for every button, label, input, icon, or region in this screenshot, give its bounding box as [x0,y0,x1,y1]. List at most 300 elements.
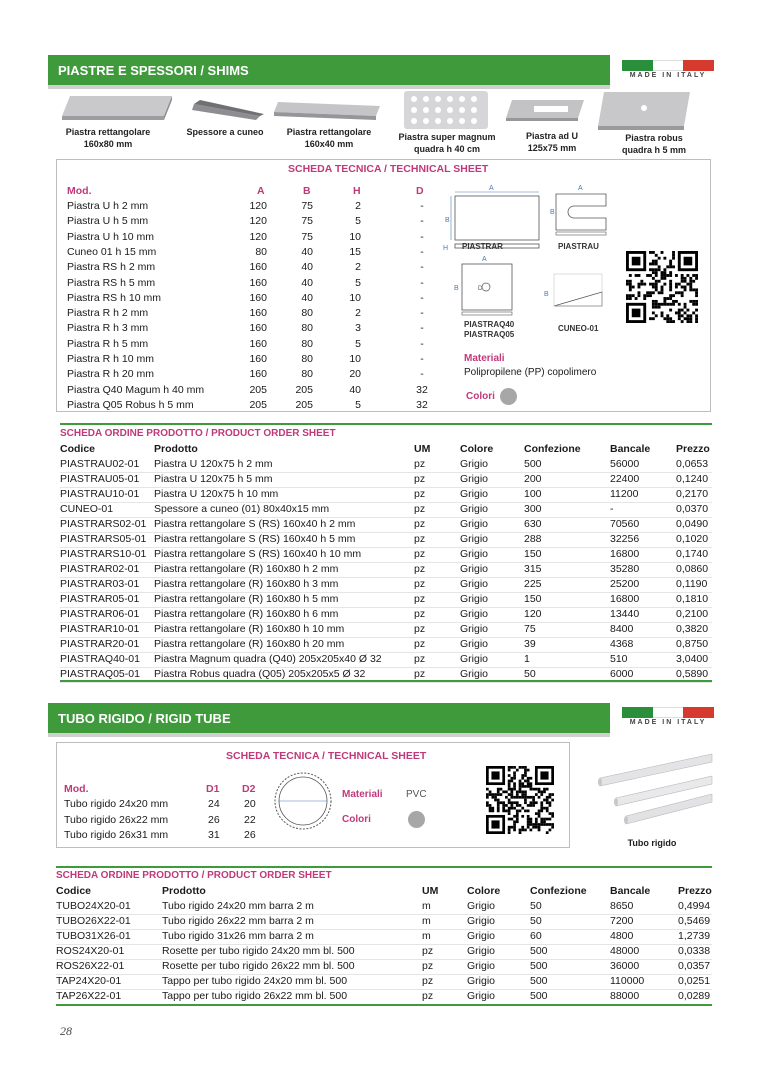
tube-tech-header-row: Mod. D1 D2 [64,783,256,795]
shims-materials-label: Materiali [464,353,505,364]
shims-tech-cell-b: 205 [295,398,313,411]
shims-tech-cell-a: 160 [249,322,267,335]
tube-tech-row [64,829,424,844]
tube-order-cell-confezione: 50 [530,915,542,927]
shims-order-cell-bancale: 8400 [610,623,634,635]
shims-order-cell-bancale: 70560 [610,518,640,530]
tube-order-cell-codice: ROS26X22-01 [56,960,125,972]
tube-order-cell-um: m [422,930,431,942]
shims-order-cell-um: pz [414,563,426,575]
product-caption-1: Piastra rettangolare 160x80 mm [65,127,151,149]
made-in-italy-label-2: MADE IN ITALY [629,719,707,726]
shims-order-cell-prezzo: 0,0370 [676,503,709,515]
tube-tech-cell-d2: 26 [244,829,256,841]
shims-order-cell-prezzo: 0,0490 [676,518,709,530]
tube-order-cell-codice: TAP26X22-01 [56,990,122,1002]
shims-order-cell-prezzo: 3,0400 [676,653,709,665]
shims-order-cell-um: pz [414,653,426,665]
shims-tech-cell-d: 32 [416,383,428,396]
shims-order-cell-codice: PIASTRAU10-01 [60,488,140,500]
shims-order-cell-confezione: 120 [524,608,542,620]
shims-order-cell-prezzo: 0,1740 [676,548,709,560]
shims-tech-cell-h: 20 [349,368,361,381]
shims-tech-cell-a: 120 [249,230,267,243]
tube-materials-label: Materiali [342,789,383,800]
tube-order-cell-prezzo: 0,5469 [678,915,711,927]
tube-order-cell-prodotto: Tubo rigido 26x22 mm barra 2 m [162,915,314,927]
shims-tech-cell-mod: Piastra R h 3 mm [67,322,149,335]
shims-tech-cell-a: 160 [249,307,267,320]
shims-tech-title: SCHEDA TECNICA / TECHNICAL SHEET [288,163,489,175]
tube-materials-value: PVC [406,789,427,800]
tube-order-cell-prodotto: Tubo rigido 31x26 mm barra 2 m [162,930,314,942]
shims-order-cell-colore: Grigio [460,623,489,635]
shims-tech-cell-d: - [420,261,424,274]
shims-order-row [60,638,712,653]
shims-order-cell-um: pz [414,548,426,560]
tube-order-cell-confezione: 50 [530,900,542,912]
shims-tech-cell-a: 160 [249,261,267,274]
tube-colors-label: Colori [342,814,371,825]
tube-order-cell-prodotto: Tubo rigido 24x20 mm barra 2 m [162,900,314,912]
robus-square-plate-image [596,90,692,132]
italian-flag-icon-2 [622,707,714,718]
shims-order-cell-colore: Grigio [460,653,489,665]
shims-order-cell-bancale: - [610,503,614,515]
shims-tech-cell-a: 160 [249,368,267,381]
shims-order-bottom-rule [60,680,712,682]
tube-order-cell-prezzo: 0,0251 [678,975,711,987]
shims-order-cell-colore: Grigio [460,608,489,620]
shims-tech-cell-d: - [420,353,424,365]
tube-tech-cell-mod: Tubo rigido 26x22 mm [64,813,169,826]
product-caption-3: Piastra rettangolare 160x40 mm [286,127,372,149]
tube-order-cell-colore: Grigio [467,915,496,927]
shims-order-cell-prodotto: Piastra U 120x75 h 5 mm [154,473,273,485]
shims-order-cell-confezione: 315 [524,563,542,575]
tube-order-cell-prezzo: 0,4994 [678,900,711,912]
shims-tech-row [67,215,427,230]
shims-tech-cell-d: - [420,291,424,304]
shims-order-cell-bancale: 510 [610,653,628,665]
tube-order-row [56,975,712,990]
shims-tech-cell-h: 5 [355,337,361,350]
shims-order-header-row: Codice Prodotto UM Colore Confezione Bancale Prezzo [60,443,710,455]
shims-order-cell-um: pz [414,593,426,605]
shims-tech-row [67,200,427,215]
shims-tech-row [67,307,427,322]
shims-order-cell-colore: Grigio [460,578,489,590]
tube-order-cell-um: pz [422,990,434,1002]
shims-order-row [60,473,712,488]
svg-text:H: H [443,245,449,252]
shims-tech-row [67,231,427,246]
shims-tech-cell-h: 40 [349,383,361,396]
shims-tech-cell-b: 80 [301,322,313,335]
tube-order-row [56,930,712,945]
shims-order-cell-prodotto: Piastra rettangolare (R) 160x80 h 3 mm [154,578,339,590]
wedge-shim-image [190,96,270,122]
shims-order-cell-prodotto: Piastra rettangolare (R) 160x80 h 20 mm [154,638,345,650]
shims-order-cell-bancale: 6000 [610,668,634,680]
shims-order-cell-prezzo: 0,3820 [676,623,709,635]
shims-tech-cell-d: - [420,276,424,289]
tube-order-cell-um: m [422,900,431,912]
tube-order-cell-codice: TUBO26X22-01 [56,915,131,927]
shims-order-cell-prodotto: Piastra rettangolare (R) 160x80 h 10 mm [154,623,345,635]
shims-tech-cell-d: - [420,368,424,381]
shims-order-cell-prodotto: Piastra Magnum quadra (Q40) 205x205x40 Ø 32 [154,653,382,665]
shims-order-row [60,608,712,623]
shims-qr-code[interactable] [626,251,698,323]
svg-text:B: B [544,291,549,298]
shims-tech-cell-d: 32 [416,398,428,411]
shims-order-cell-um: pz [414,503,426,515]
tube-order-cell-codice: ROS24X20-01 [56,945,125,957]
shims-tech-cell-h: 10 [349,353,361,365]
shims-order-cell-colore: Grigio [460,503,489,515]
shims-order-cell-colore: Grigio [460,488,489,500]
made-in-italy-label: MADE IN ITALY [629,72,707,79]
tube-order-header-row: Codice Prodotto UM Colore Confezione Bancale Prezzo [56,885,712,897]
shims-order-cell-prezzo: 0,0860 [676,563,709,575]
shims-order-cell-prezzo: 0,1190 [676,578,708,590]
shims-tech-cell-d: - [420,307,424,320]
shims-tech-cell-a: 160 [249,353,267,365]
tube-order-cell-bancale: 110000 [610,975,645,987]
shims-order-cell-confezione: 75 [524,623,536,635]
tube-tech-cell-d2: 22 [244,813,256,826]
shims-order-row [60,593,712,608]
shims-order-cell-prezzo: 0,1810 [676,593,709,605]
shims-order-cell-prodotto: Piastra rettangolare S (RS) 160x40 h 2 mm [154,518,356,530]
shims-order-cell-codice: PIASTRAR03-01 [60,578,140,590]
shims-order-cell-codice: PIASTRAR05-01 [60,593,140,605]
shims-order-cell-confezione: 288 [524,533,542,545]
product-caption-2: Spessore a cuneo [186,127,264,137]
shims-order-cell-prodotto: Piastra rettangolare (R) 160x80 h 5 mm [154,593,339,605]
shims-order-cell-prodotto: Piastra rettangolare S (RS) 160x40 h 10 mm [154,548,362,560]
shims-order-cell-prodotto: Piastra rettangolare S (RS) 160x40 h 5 mm [154,533,356,545]
shims-tech-row [67,292,427,307]
shims-order-cell-prezzo: 0,5890 [676,668,709,680]
shims-tech-row [67,384,427,399]
tube-cross-section-diagram [270,768,336,834]
product-caption-6: Piastra robus quadra h 5 mm [621,133,686,155]
piastraq40-label: PIASTRAQ40 [464,320,515,329]
tube-section-header [48,703,610,733]
shims-order-cell-bancale: 56000 [610,458,640,470]
tube-order-cell-confezione: 500 [530,990,548,1002]
shims-tech-cell-b: 40 [301,276,313,289]
tube-grey-color-swatch [408,811,425,828]
shims-header-shadow [48,85,610,89]
shims-colors-label: Colori [466,391,495,402]
grey-color-swatch [500,388,517,405]
shims-tech-row [67,338,427,353]
svg-text:B: B [550,209,555,216]
shims-order-cell-colore: Grigio [460,548,489,560]
svg-text:A: A [578,185,583,192]
shims-tech-header-row: Mod. A B H D [67,185,424,197]
shims-tech-cell-h: 10 [349,230,361,243]
shims-tech-cell-a: 120 [249,215,267,228]
shims-tech-row [67,261,427,276]
tube-order-cell-codice: TUBO24X20-01 [56,900,131,912]
shims-order-cell-um: pz [414,638,426,650]
shims-tech-cell-d: - [420,337,424,350]
tube-order-cell-prodotto: Rosette per tubo rigido 24x20 mm bl. 500 [162,945,355,957]
shims-order-cell-um: pz [414,578,426,590]
shims-tech-row [67,368,427,383]
shims-tech-cell-mod: Piastra Q40 Magum h 40 mm [67,383,205,396]
shims-tech-cell-d: - [420,215,424,228]
tube-order-cell-prezzo: 1,2739 [678,930,711,942]
shims-order-cell-codice: PIASTRAQ40-01 [60,653,140,665]
shims-tech-cell-d: - [420,200,424,212]
tube-order-cell-bancale: 36000 [610,960,640,972]
tube-photo-caption: Tubo rigido [627,838,677,848]
tube-order-row [56,915,712,930]
shims-order-row [60,518,712,533]
tube-order-cell-confezione: 60 [530,930,542,942]
shims-order-cell-colore: Grigio [460,668,489,680]
shims-tech-row [67,246,427,261]
shims-tech-cell-mod: Piastra R h 20 mm [67,368,154,381]
shims-order-cell-um: pz [414,488,426,500]
shims-tech-row [67,322,427,337]
shims-order-cell-prezzo: 0,1240 [676,473,709,485]
shims-order-cell-bancale: 35280 [610,563,640,575]
cuneo-label: CUNEO-01 [558,324,599,333]
tube-tech-cell-mod: Tubo rigido 24x20 mm [64,798,169,810]
tube-order-cell-prezzo: 0,0338 [678,945,711,957]
shims-order-cell-codice: PIASTRAR20-01 [60,638,140,650]
shims-tech-cell-mod: Piastra R h 2 mm [67,307,149,320]
svg-text:B: B [454,285,459,292]
shims-tech-cell-d: - [420,230,424,243]
shims-order-cell-confezione: 50 [524,668,536,680]
tube-tech-cell-d1: 31 [208,829,220,841]
shims-tech-cell-b: 80 [301,353,313,365]
rectangular-plate-160x40-image [272,98,384,126]
shims-tech-cell-h: 10 [349,291,361,304]
tube-tech-row [64,798,424,813]
italian-flag-icon [622,60,714,71]
shims-order-row [60,578,712,593]
shims-order-cell-um: pz [414,623,426,635]
tube-order-cell-prodotto: Rosette per tubo rigido 26x22 mm bl. 500 [162,960,355,972]
shims-order-cell-colore: Grigio [460,458,489,470]
shims-order-cell-prodotto: Piastra rettangolare (R) 160x80 h 6 mm [154,608,339,620]
shims-order-top-rule [60,423,712,425]
super-magnum-square-plate-image [402,89,490,131]
shims-tech-cell-b: 205 [295,383,313,396]
shims-tech-cell-b: 80 [301,307,313,320]
shims-tech-cell-h: 2 [355,261,361,274]
shims-order-cell-colore: Grigio [460,518,489,530]
shims-order-cell-confezione: 150 [524,593,542,605]
shims-order-cell-colore: Grigio [460,638,489,650]
tube-order-bottom-rule [56,1004,712,1006]
shims-tech-cell-h: 15 [349,245,361,258]
shims-order-cell-confezione: 630 [524,518,542,530]
shims-order-cell-colore: Grigio [460,593,489,605]
shims-tech-cell-mod: Piastra U h 5 mm [67,215,149,228]
shims-order-cell-confezione: 39 [524,638,536,650]
shims-order-cell-prodotto: Spessore a cuneo (01) 80x40x15 mm [154,503,330,515]
shims-tech-cell-b: 80 [301,337,313,350]
shims-order-row [60,458,712,473]
piastrar-label: PIASTRAR [462,242,503,251]
tube-qr-code[interactable] [486,766,554,834]
piastrau-label: PIASTRAU [558,242,599,251]
shims-tech-cell-h: 5 [355,276,361,289]
shims-tech-cell-h: 5 [355,398,361,411]
tube-order-cell-prodotto: Tappo per tubo rigido 24x20 mm bl. 500 [162,975,348,987]
shims-order-cell-um: pz [414,533,426,545]
shims-tech-cell-a: 205 [249,383,267,396]
u-plate-image [504,96,588,124]
shims-order-cell-prodotto: Piastra rettangolare (R) 160x80 h 2 mm [154,563,339,575]
svg-text:D: D [478,286,483,292]
shims-tech-cell-b: 40 [301,291,313,304]
shims-order-row [60,533,712,548]
tube-order-cell-colore: Grigio [467,930,496,942]
shims-order-row [60,623,712,638]
shims-order-cell-codice: PIASTRARS02-01 [60,518,147,530]
tube-order-cell-bancale: 88000 [610,990,640,1002]
shims-order-cell-confezione: 500 [524,458,542,470]
shims-tech-cell-b: 75 [301,230,313,243]
tube-order-row [56,990,712,1005]
shims-order-cell-confezione: 150 [524,548,542,560]
shims-order-cell-colore: Grigio [460,563,489,575]
rectangular-plate-160x80-image [60,94,176,124]
shims-tech-row [67,277,427,292]
shims-order-row [60,548,712,563]
shims-order-cell-um: pz [414,473,426,485]
shims-tech-cell-mod: Piastra Q05 Robus h 5 mm [67,398,194,411]
shims-tech-cell-mod: Piastra U h 10 mm [67,230,154,243]
shims-order-cell-prezzo: 0,1020 [676,533,709,545]
shims-order-cell-prezzo: 0,2100 [676,608,709,620]
tube-order-cell-prezzo: 0,0357 [678,960,711,972]
tube-order-cell-bancale: 4800 [610,930,634,942]
shims-order-cell-bancale: 11200 [610,488,639,500]
tube-order-cell-codice: TAP24X20-01 [56,975,122,987]
tube-order-cell-colore: Grigio [467,960,496,972]
shims-order-row [60,563,712,578]
tube-order-cell-colore: Grigio [467,975,496,987]
shims-tech-cell-b: 75 [301,200,313,212]
tube-order-cell-colore: Grigio [467,945,496,957]
shims-tech-cell-a: 205 [249,398,267,411]
shims-header-text: PIASTRE E SPESSORI / SHIMS [58,63,249,78]
svg-text:A: A [489,185,494,192]
tube-order-cell-codice: TUBO31X26-01 [56,930,131,942]
shims-order-cell-bancale: 25200 [610,578,640,590]
tube-order-cell-colore: Grigio [467,900,496,912]
shims-order-cell-bancale: 13440 [610,608,640,620]
shims-order-title: SCHEDA ORDINE PRODOTTO / PRODUCT ORDER SHEET [60,428,336,439]
shims-order-cell-confezione: 300 [524,503,542,515]
shims-order-cell-bancale: 32256 [610,533,640,545]
shims-order-cell-codice: PIASTRAR06-01 [60,608,140,620]
product-caption-4: Piastra super magnum quadra h 40 cm [398,132,496,154]
shims-order-cell-confezione: 1 [524,653,530,665]
shims-tech-cell-mod: Piastra RS h 10 mm [67,291,161,304]
shims-order-cell-prezzo: 0,2170 [676,488,709,500]
shims-order-cell-bancale: 16800 [610,548,640,560]
tube-header-text: TUBO RIGIDO / RIGID TUBE [58,711,231,726]
tube-order-cell-um: pz [422,945,434,957]
shims-order-cell-prodotto: Piastra U 120x75 h 2 mm [154,458,273,470]
tube-order-cell-confezione: 500 [530,975,548,987]
shims-order-cell-codice: PIASTRARS05-01 [60,533,147,545]
shims-tech-cell-mod: Piastra RS h 5 mm [67,276,156,289]
tube-tech-cell-mod: Tubo rigido 26x31 mm [64,829,169,841]
rigid-tube-photo [596,748,716,826]
shims-materials-value: Polipropilene (PP) copolimero [464,367,597,378]
tube-order-cell-bancale: 8650 [610,900,634,912]
shims-order-cell-um: pz [414,518,426,530]
cuneo-diagram [540,266,610,322]
tube-tech-cell-d2: 20 [244,798,256,810]
tube-order-row [56,960,712,975]
shims-tech-cell-d: - [420,322,424,335]
shims-tech-cell-b: 40 [301,261,313,274]
tube-tech-cell-d1: 24 [208,798,220,810]
shims-order-cell-prodotto: Piastra Robus quadra (Q05) 205x205x5 Ø 32 [154,668,366,680]
tube-order-row [56,945,712,960]
tube-order-cell-prezzo: 0,0289 [678,990,711,1002]
shims-tech-cell-d: - [420,245,424,258]
piastraq-diagram [452,254,518,320]
shims-order-cell-confezione: 100 [524,488,542,500]
shims-order-cell-colore: Grigio [460,533,489,545]
tube-order-cell-um: pz [422,975,434,987]
shims-tech-cell-mod: Piastra U h 2 mm [67,200,149,212]
product-caption-5: Piastra ad U 125x75 mm [525,131,579,153]
shims-order-row [60,488,712,503]
tube-order-cell-confezione: 500 [530,960,548,972]
tube-tech-cell-d1: 26 [208,813,220,826]
shims-order-cell-codice: CUNEO-01 [60,503,114,515]
shims-tech-cell-mod: Cuneo 01 h 15 mm [67,245,157,258]
shims-tech-cell-h: 2 [355,200,361,212]
shims-tech-cell-mod: Piastra RS h 2 mm [67,261,156,274]
shims-tech-row [67,353,427,368]
page-number: 28 [60,1024,72,1038]
tube-order-cell-bancale: 7200 [610,915,634,927]
shims-tech-cell-b: 75 [301,215,313,228]
piastraq05-label: PIASTRAQ05 [464,330,515,339]
piastrau-diagram [550,182,610,242]
shims-tech-cell-h: 3 [355,322,361,335]
svg-text:B: B [445,217,450,224]
tube-order-cell-prodotto: Tappo per tubo rigido 26x22 mm bl. 500 [162,990,348,1002]
tube-header-shadow [48,733,610,737]
shims-tech-cell-a: 120 [249,200,267,212]
tube-order-cell-bancale: 48000 [610,945,640,957]
tube-order-row [56,900,712,915]
shims-tech-cell-h: 2 [355,307,361,320]
tube-order-cell-confezione: 500 [530,945,548,957]
shims-order-cell-confezione: 200 [524,473,542,485]
shims-order-cell-um: pz [414,668,426,680]
tube-order-cell-colore: Grigio [467,990,496,1002]
